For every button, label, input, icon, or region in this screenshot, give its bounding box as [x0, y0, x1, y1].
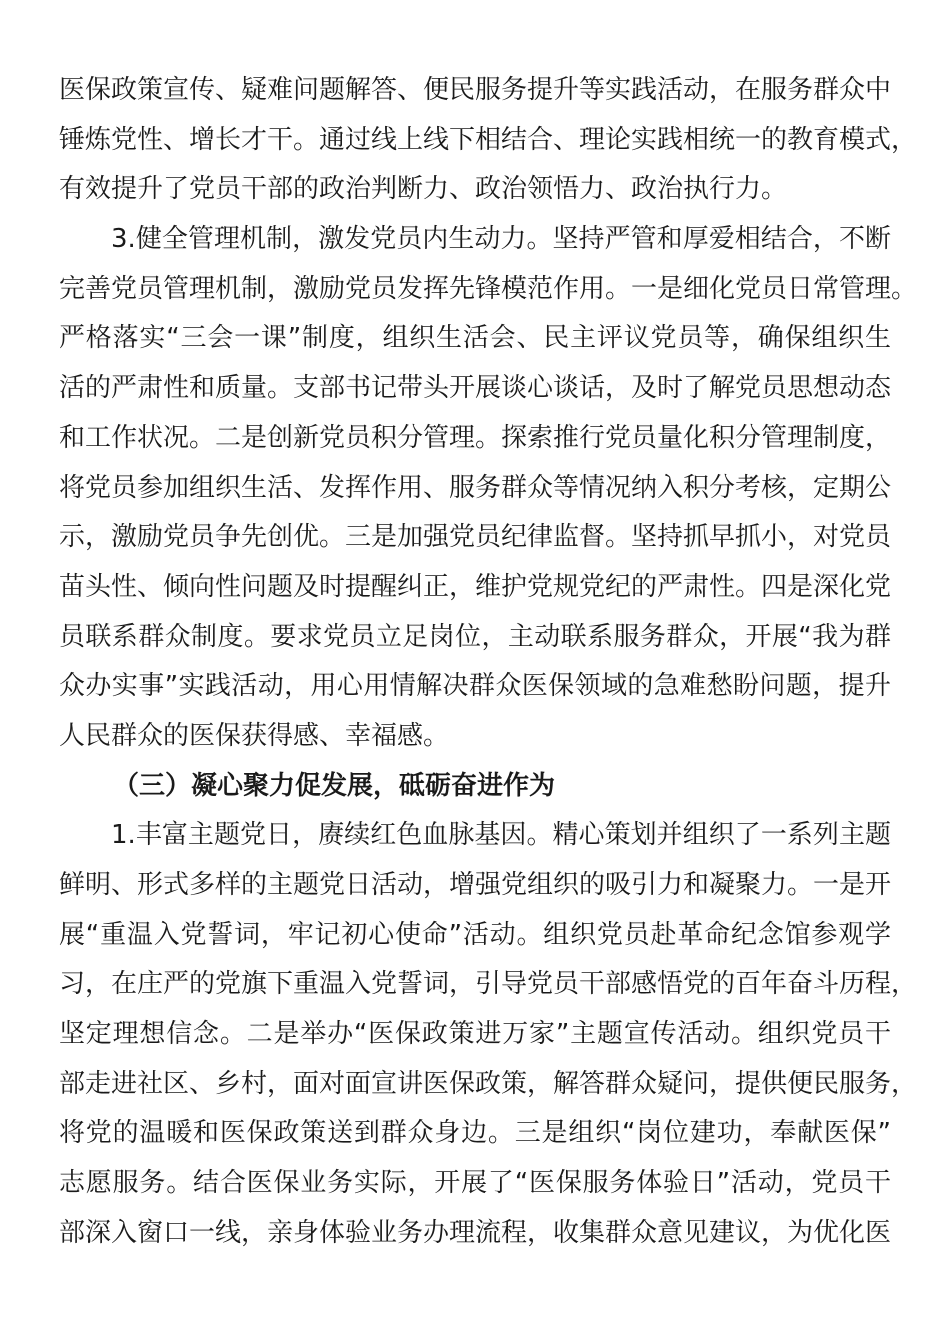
- paragraph-line: 鲜明、形式多样的主题党日活动，增强党组织的吸引力和凝聚力。一是开: [59, 870, 892, 900]
- paragraph-line: 展“重温入党誓词，牢记初心使命”活动。组织党员赴革命纪念馆参观学: [59, 919, 891, 950]
- paragraph-line: 锤炼党性、增长才干。通过线上线下相结合、理论实践相统一的教育模式，: [59, 124, 918, 155]
- paragraph-line: 将党员参加组织生活、发挥作用、服务群众等情况纳入积分考核，定期公: [59, 472, 892, 503]
- paragraph-line: 示，激励党员争先创优。三是加强党员纪律监督。坚持抓早抓小，对党员: [59, 522, 892, 553]
- paragraph-line: 严格落实“三会一课”制度，组织生活会、民主评议党员等，确保组织生: [59, 323, 891, 354]
- section-heading: （三）凝心聚力促发展，砥砺奋进作为: [113, 770, 556, 801]
- paragraph-line: 有效提升了党员干部的政治判断力、政治领悟力、政治执行力。: [59, 174, 788, 205]
- paragraph-line: 1.丰富主题党日，赓续红色血脉基因。精心策划并组织了一系列主题: [111, 820, 891, 851]
- paragraph-line: 医保政策宣传、疑难问题解答、便民服务提升等实践活动，在服务群众中: [59, 75, 892, 105]
- paragraph-line: 将党的温暖和医保政策送到群众身边。三是组织“岗位建功，奉献医保”: [59, 1118, 891, 1149]
- paragraph-line: 志愿服务。结合医保业务实际，开展了“医保服务体验日”活动，党员干: [59, 1168, 891, 1199]
- paragraph-line: 3.健全管理机制，激发党员内生动力。坚持严管和厚爱相结合，不断: [111, 224, 891, 255]
- paragraph-line: 部走进社区、乡村，面对面宣讲医保政策，解答群众疑问，提供便民服务，: [59, 1068, 918, 1099]
- paragraph-line: 人民群众的医保获得感、幸福感。: [59, 720, 450, 751]
- paragraph-line: 部深入窗口一线，亲身体验业务办理流程，收集群众意见建议，为优化医: [59, 1217, 892, 1248]
- paragraph-line: 和工作状况。二是创新党员积分管理。探索推行党员量化积分管理制度，: [59, 422, 892, 453]
- paragraph-line: 坚定理想信念。二是举办“医保政策进万家”主题宣传活动。组织党员干: [59, 1019, 891, 1050]
- paragraph-line: 习，在庄严的党旗下重温入党誓词，引导党员干部感悟党的百年奋斗历程，: [59, 969, 918, 1000]
- paragraph-line: 苗头性、倾向性问题及时提醒纠正，维护党规党纪的严肃性。四是深化党: [59, 571, 892, 602]
- paragraph-line: 员联系群众制度。要求党员立足岗位，主动联系服务群众，开展“我为群: [59, 621, 891, 652]
- document-body: [59, 66, 918, 1259]
- paragraph-line: 活的严肃性和质量。支部书记带头开展谈心谈话，及时了解党员思想动态: [59, 373, 892, 404]
- paragraph-line: 完善党员管理机制，激励党员发挥先锋模范作用。一是细化党员日常管理。: [59, 273, 918, 304]
- paragraph-line: 众办实事”实践活动，用心用情解决群众医保领域的急难愁盼问题，提升: [59, 671, 891, 702]
